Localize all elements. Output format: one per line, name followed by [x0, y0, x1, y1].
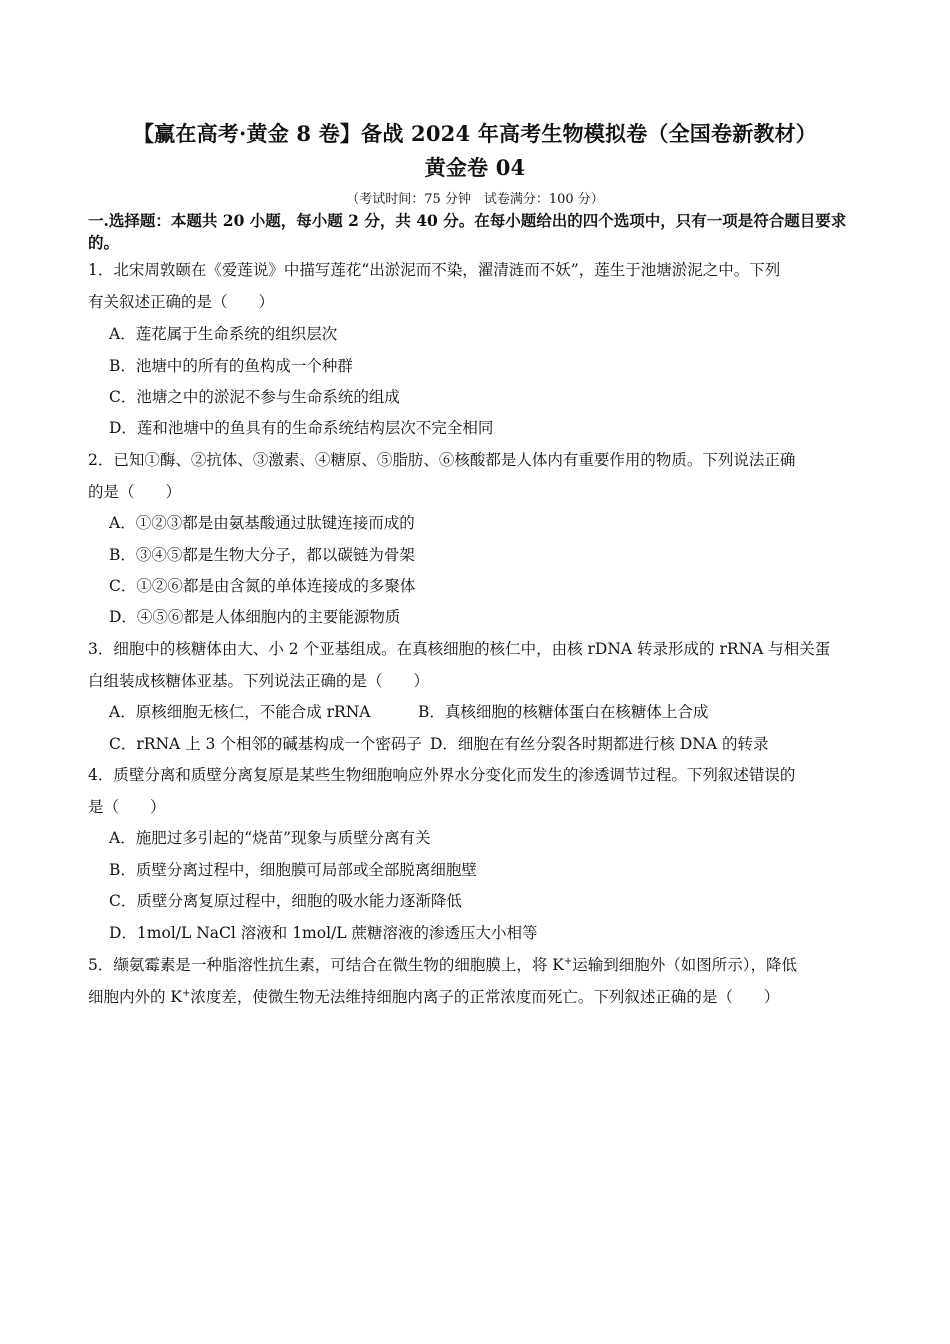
- question-1-option-b: B．池塘中的所有的鱼构成一个种群: [109, 357, 353, 375]
- question-5-stem-text-1a: 5．缬氨霉素是一种脂溶性抗生素，可结合在微生物的细胞膜上，将 K: [88, 956, 564, 974]
- superscript-plus: +: [563, 955, 573, 967]
- question-4-option-d: D．1mol/L NaCl 溶液和 1mol/L 蔗糖溶液的渗透压大小相等: [109, 924, 538, 942]
- question-5-stem-line-2: [88, 985, 863, 1007]
- question-3-option-b: B．真核细胞的核糖体蛋白在核糖体上合成: [418, 703, 709, 721]
- question-5-stem-text-2b: 浓度差，使微生物无法维持细胞内离子的正常浓度而死亡。下列叙述正确的是（ ）: [190, 988, 780, 1006]
- exam-subtitle: 黄金卷 04: [424, 155, 526, 180]
- question-4-stem-line-2: 是（ ）: [88, 798, 166, 816]
- question-3-option-d: D．细胞在有丝分裂各时期都进行核 DNA 的转录: [430, 735, 769, 753]
- question-4-stem-line-1: 4．质壁分离和质壁分离复原是某些生物细胞响应外界水分变化而发生的渗透调节过程。下列叙述错误的: [88, 766, 796, 784]
- question-5-stem-text-1b: 运输到细胞外（如图所示），降低: [572, 956, 798, 974]
- question-2-option-a: A．①②③都是由氨基酸通过肽键连接而成的: [109, 514, 415, 532]
- question-1-option-d: D．莲和池塘中的鱼具有的生命系统结构层次不完全相同: [109, 419, 494, 437]
- question-3-option-c: C．rRNA 上 3 个相邻的碱基构成一个密码子: [109, 735, 422, 753]
- superscript-plus: +: [182, 987, 191, 999]
- question-2-stem-line-1: 2．已知①酶、②抗体、③激素、④糖原、⑤脂肪、⑥核酸都是人体内有重要作用的物质。下列说法正确: [88, 451, 796, 469]
- question-2-stem-line-2: 的是（ ）: [88, 483, 182, 501]
- question-1-option-c: C．池塘之中的淤泥不参与生命系统的组成: [109, 388, 400, 406]
- exam-title: 【赢在高考·黄金 8 卷】备战 2024 年高考生物模拟卷（全国卷新教材）: [132, 121, 817, 146]
- question-1-stem-line-2: 有关叙述正确的是（ ）: [88, 293, 275, 311]
- question-1-option-a: A．莲花属于生命系统的组织层次: [109, 325, 338, 343]
- question-3-option-a: A．原核细胞无核仁，不能合成 rRNA: [109, 703, 371, 721]
- question-4-option-c: C．质壁分离复原过程中，细胞的吸水能力逐渐降低: [109, 892, 462, 910]
- question-5-stem-text-2a: 细胞内外的 K: [88, 988, 183, 1006]
- exam-meta: （考试时间：75 分钟 试卷满分：100 分）: [346, 192, 604, 207]
- section-heading: 一.选择题：本题共 20 小题，每小题 2 分，共 40 分。在每小题给出的四个选项中，只有一项是符合题目要求的。: [88, 211, 847, 252]
- question-1-stem-line-1: 1．北宋周敦颐在《爱莲说》中描写莲花“出淤泥而不染，濯清涟而不妖”，莲生于池塘淤泥之中。下列: [88, 261, 781, 279]
- question-4-option-b: B．质壁分离过程中，细胞膜可局部或全部脱离细胞壁: [109, 861, 477, 879]
- question-3-stem-line-1: 3．细胞中的核糖体由大、小 2 个亚基组成。在真核细胞的核仁中，由核 rDNA 转录形成的 rRNA 与相关蛋: [88, 640, 831, 658]
- question-2-option-c: C．①②⑥都是由含氮的单体连接成的多聚体: [109, 577, 416, 595]
- question-2-option-b: B．③④⑤都是生物大分子，都以碳链为骨架: [109, 546, 415, 564]
- question-2-option-d: D．④⑤⑥都是人体细胞内的主要能源物质: [109, 608, 401, 626]
- question-3-stem-line-2: 白组装成核糖体亚基。下列说法正确的是（ ）: [88, 672, 430, 690]
- question-5-stem-line-1: [88, 953, 863, 975]
- question-4-option-a: A．施肥过多引起的“烧苗”现象与质壁分离有关: [109, 829, 431, 847]
